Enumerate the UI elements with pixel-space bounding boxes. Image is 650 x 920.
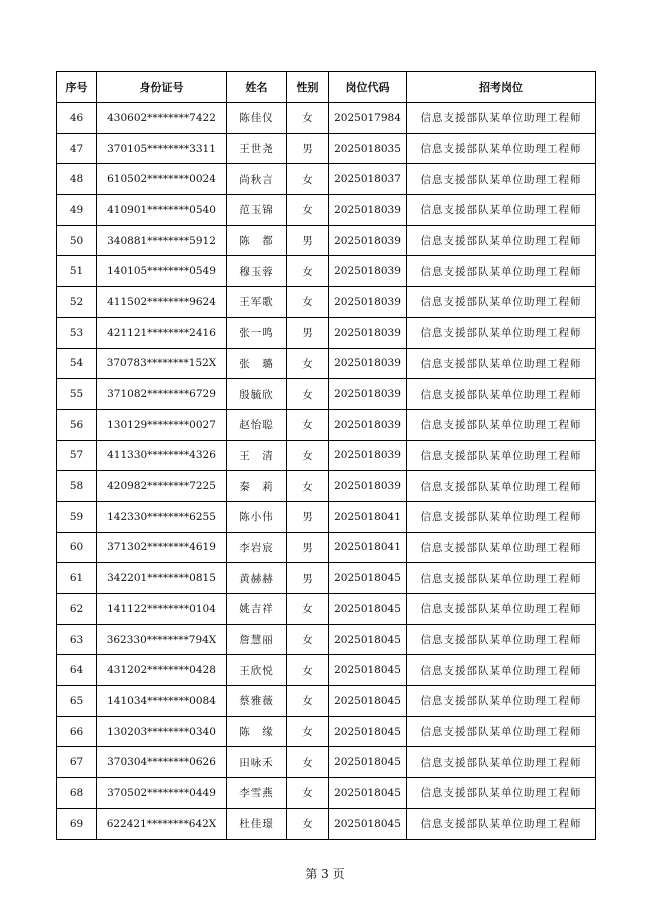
cell-id-number: 362330********794X [97, 624, 227, 655]
cell-index: 62 [57, 594, 97, 625]
cell-post-title: 信息支援部队某单位助理工程师 [407, 440, 596, 471]
cell-gender: 男 [287, 133, 329, 164]
cell-gender: 女 [287, 440, 329, 471]
cell-index: 56 [57, 409, 97, 440]
cell-post-code: 2025018045 [329, 686, 407, 717]
cell-post-code: 2025018045 [329, 655, 407, 686]
table-row [57, 594, 596, 625]
cell-index: 48 [57, 164, 97, 195]
cell-gender: 女 [287, 686, 329, 717]
cell-gender: 女 [287, 409, 329, 440]
cell-post-title: 信息支援部队某单位助理工程师 [407, 686, 596, 717]
cell-name: 陈 都 [227, 225, 287, 256]
cell-id-number: 420982********7225 [97, 471, 227, 502]
cell-id-number: 622421********642X [97, 808, 227, 839]
cell-post-title: 信息支援部队某单位助理工程师 [407, 563, 596, 594]
cell-gender: 女 [287, 624, 329, 655]
cell-name: 秦 莉 [227, 471, 287, 502]
cell-id-number: 411330********4326 [97, 440, 227, 471]
cell-id-number: 370105********3311 [97, 133, 227, 164]
cell-post-title: 信息支援部队某单位助理工程师 [407, 225, 596, 256]
cell-name: 穆玉蓉 [227, 256, 287, 287]
table-body [57, 103, 596, 840]
table-row [57, 195, 596, 226]
cell-post-code: 2025018039 [329, 256, 407, 287]
cell-post-title: 信息支援部队某单位助理工程师 [407, 655, 596, 686]
page-number: 第 3 页 [305, 867, 345, 881]
cell-post-title: 信息支援部队某单位助理工程师 [407, 716, 596, 747]
cell-name: 姚吉祥 [227, 594, 287, 625]
header-post-title: 招考岗位 [407, 72, 596, 103]
cell-gender: 女 [287, 195, 329, 226]
cell-name: 王世尧 [227, 133, 287, 164]
cell-name: 陈佳仪 [227, 103, 287, 134]
cell-post-code: 2025018045 [329, 778, 407, 809]
cell-gender: 女 [287, 103, 329, 134]
cell-gender: 女 [287, 747, 329, 778]
cell-post-title: 信息支援部队某单位助理工程师 [407, 348, 596, 379]
cell-post-code: 2025018039 [329, 471, 407, 502]
cell-name: 杜佳璟 [227, 808, 287, 839]
cell-index: 55 [57, 379, 97, 410]
cell-post-code: 2025018039 [329, 225, 407, 256]
cell-gender: 女 [287, 348, 329, 379]
cell-name: 王军歌 [227, 287, 287, 318]
cell-post-code: 2025018045 [329, 716, 407, 747]
cell-post-code: 2025018045 [329, 747, 407, 778]
cell-gender: 男 [287, 532, 329, 563]
header-name: 姓名 [227, 72, 287, 103]
cell-gender: 男 [287, 501, 329, 532]
cell-post-code: 2025018045 [329, 594, 407, 625]
cell-name: 王 清 [227, 440, 287, 471]
cell-id-number: 371082********6729 [97, 379, 227, 410]
cell-post-code: 2025018039 [329, 379, 407, 410]
cell-name: 李岩宸 [227, 532, 287, 563]
cell-post-code: 2025017984 [329, 103, 407, 134]
cell-index: 46 [57, 103, 97, 134]
cell-id-number: 140105********0549 [97, 256, 227, 287]
cell-gender: 女 [287, 287, 329, 318]
header-gender: 性别 [287, 72, 329, 103]
cell-id-number: 421121********2416 [97, 317, 227, 348]
table-row [57, 655, 596, 686]
cell-post-title: 信息支援部队某单位助理工程师 [407, 532, 596, 563]
cell-id-number: 370304********0626 [97, 747, 227, 778]
cell-index: 65 [57, 686, 97, 717]
cell-post-code: 2025018041 [329, 532, 407, 563]
cell-id-number: 431202********0428 [97, 655, 227, 686]
cell-id-number: 411502********9624 [97, 287, 227, 318]
header-post-code: 岗位代码 [329, 72, 407, 103]
cell-gender: 男 [287, 317, 329, 348]
header-id-number: 身份证号 [97, 72, 227, 103]
cell-post-title: 信息支援部队某单位助理工程师 [407, 778, 596, 809]
cell-name: 李雪燕 [227, 778, 287, 809]
cell-gender: 女 [287, 379, 329, 410]
cell-index: 53 [57, 317, 97, 348]
cell-id-number: 141122********0104 [97, 594, 227, 625]
table-row [57, 287, 596, 318]
cell-post-title: 信息支援部队某单位助理工程师 [407, 624, 596, 655]
cell-gender: 女 [287, 716, 329, 747]
table-row [57, 624, 596, 655]
cell-index: 52 [57, 287, 97, 318]
cell-post-code: 2025018039 [329, 287, 407, 318]
cell-name: 陈 缘 [227, 716, 287, 747]
cell-post-code: 2025018039 [329, 440, 407, 471]
cell-index: 63 [57, 624, 97, 655]
cell-post-title: 信息支援部队某单位助理工程师 [407, 256, 596, 287]
cell-id-number: 342201********0815 [97, 563, 227, 594]
table-row [57, 747, 596, 778]
table-row [57, 409, 596, 440]
table-row [57, 778, 596, 809]
cell-name: 王欣悦 [227, 655, 287, 686]
cell-gender: 女 [287, 594, 329, 625]
cell-name: 黄赫赫 [227, 563, 287, 594]
table-row [57, 379, 596, 410]
cell-name: 陈小伟 [227, 501, 287, 532]
cell-id-number: 141034********0084 [97, 686, 227, 717]
cell-post-code: 2025018039 [329, 195, 407, 226]
cell-post-title: 信息支援部队某单位助理工程师 [407, 164, 596, 195]
cell-id-number: 340881********5912 [97, 225, 227, 256]
table-row [57, 103, 596, 134]
table-row [57, 225, 596, 256]
cell-id-number: 610502********0024 [97, 164, 227, 195]
cell-post-code: 2025018041 [329, 501, 407, 532]
table-row [57, 471, 596, 502]
cell-name: 殷毓欣 [227, 379, 287, 410]
cell-name: 蔡雅薇 [227, 686, 287, 717]
cell-post-title: 信息支援部队某单位助理工程师 [407, 409, 596, 440]
cell-post-title: 信息支援部队某单位助理工程师 [407, 594, 596, 625]
cell-index: 61 [57, 563, 97, 594]
table-row [57, 501, 596, 532]
cell-index: 64 [57, 655, 97, 686]
table-row [57, 348, 596, 379]
table-row [57, 808, 596, 839]
table-row [57, 256, 596, 287]
cell-id-number: 371302********4619 [97, 532, 227, 563]
cell-id-number: 370502********0449 [97, 778, 227, 809]
cell-index: 54 [57, 348, 97, 379]
table-row [57, 133, 596, 164]
cell-post-title: 信息支援部队某单位助理工程师 [407, 808, 596, 839]
cell-post-title: 信息支援部队某单位助理工程师 [407, 195, 596, 226]
cell-gender: 女 [287, 655, 329, 686]
cell-post-code: 2025018037 [329, 164, 407, 195]
header-row [57, 72, 596, 103]
table-row [57, 716, 596, 747]
cell-name: 詹慧丽 [227, 624, 287, 655]
cell-post-title: 信息支援部队某单位助理工程师 [407, 103, 596, 134]
cell-index: 68 [57, 778, 97, 809]
roster-table [56, 71, 596, 840]
cell-post-title: 信息支援部队某单位助理工程师 [407, 287, 596, 318]
cell-post-title: 信息支援部队某单位助理工程师 [407, 747, 596, 778]
cell-gender: 女 [287, 778, 329, 809]
cell-post-title: 信息支援部队某单位助理工程师 [407, 317, 596, 348]
cell-index: 66 [57, 716, 97, 747]
cell-index: 60 [57, 532, 97, 563]
cell-gender: 女 [287, 256, 329, 287]
cell-id-number: 142330********6255 [97, 501, 227, 532]
cell-post-code: 2025018045 [329, 624, 407, 655]
cell-id-number: 410901********0540 [97, 195, 227, 226]
cell-index: 50 [57, 225, 97, 256]
cell-name: 张 璐 [227, 348, 287, 379]
cell-index: 49 [57, 195, 97, 226]
cell-post-title: 信息支援部队某单位助理工程师 [407, 501, 596, 532]
cell-name: 尚秋言 [227, 164, 287, 195]
cell-name: 张一鸣 [227, 317, 287, 348]
cell-gender: 女 [287, 164, 329, 195]
cell-index: 59 [57, 501, 97, 532]
cell-id-number: 430602********7422 [97, 103, 227, 134]
table-row [57, 317, 596, 348]
cell-index: 67 [57, 747, 97, 778]
table-row [57, 164, 596, 195]
table-row [57, 532, 596, 563]
cell-name: 范玉锦 [227, 195, 287, 226]
cell-name: 田咏禾 [227, 747, 287, 778]
cell-gender: 男 [287, 225, 329, 256]
cell-index: 51 [57, 256, 97, 287]
table-row [57, 686, 596, 717]
table-row [57, 563, 596, 594]
cell-post-code: 2025018039 [329, 409, 407, 440]
cell-index: 57 [57, 440, 97, 471]
table-row [57, 440, 596, 471]
cell-post-code: 2025018045 [329, 808, 407, 839]
cell-gender: 女 [287, 808, 329, 839]
cell-index: 58 [57, 471, 97, 502]
cell-post-title: 信息支援部队某单位助理工程师 [407, 133, 596, 164]
cell-id-number: 370783********152X [97, 348, 227, 379]
cell-post-code: 2025018045 [329, 563, 407, 594]
cell-gender: 女 [287, 471, 329, 502]
cell-post-title: 信息支援部队某单位助理工程师 [407, 471, 596, 502]
cell-gender: 男 [287, 563, 329, 594]
cell-id-number: 130203********0340 [97, 716, 227, 747]
cell-index: 69 [57, 808, 97, 839]
cell-post-code: 2025018039 [329, 317, 407, 348]
cell-index: 47 [57, 133, 97, 164]
table-header [57, 72, 596, 103]
cell-name: 赵怡聪 [227, 409, 287, 440]
cell-post-title: 信息支援部队某单位助理工程师 [407, 379, 596, 410]
cell-id-number: 130129********0027 [97, 409, 227, 440]
header-index: 序号 [57, 72, 97, 103]
cell-post-code: 2025018035 [329, 133, 407, 164]
cell-post-code: 2025018039 [329, 348, 407, 379]
